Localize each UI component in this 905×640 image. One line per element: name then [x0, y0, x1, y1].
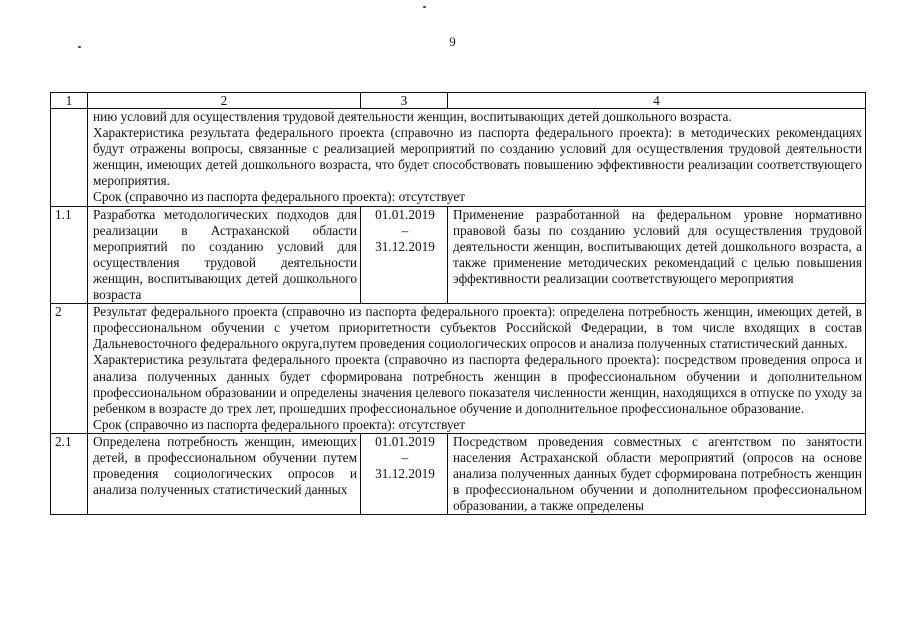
table-row-2 — [51, 304, 866, 434]
activity-result: Применение разработанной на федеральном уровне нормативно правовой базы по созданию условий для осуществления трудовой деятельности женщин, воспитывающих детей дошкольного возраста, а также применение методических рекомендаций с целью повышения эффективности реализации соответствующего мероприятия — [448, 206, 866, 304]
document-table — [50, 92, 866, 515]
project-result-block-2 — [88, 304, 866, 434]
activity-name: Определена потребность женщин, имеющих детей, в профессиональном обучении путем проведения социологических опросов и анализа полученных статистический данных — [88, 433, 361, 514]
row-number: 2 — [51, 304, 88, 434]
row-number: 2.1 — [51, 433, 88, 514]
activity-name: Разработка методологических подходов для реализации в Астраханской области мероприятий по созданию условий для осуществления трудовой деятельности женщин, воспитывающих детей дошкольного возраста — [88, 206, 361, 304]
table-header-row — [51, 93, 866, 109]
date-dash: – — [401, 222, 409, 238]
block-1-line-1: нию условий для осуществления трудовой деятельности женщин, воспитывающих детей дошкольного возраста. — [93, 109, 732, 124]
header-col-2: 2 — [88, 93, 361, 109]
block-1-characteristic: Характеристика результата федерального проекта (справочно из паспорта федерального проекта): в методических рекомендациях будут отражены вопросы, связанные с реализацией мероприятий по созданию условий для осуществления трудовой деятельности женщин, имеющих детей дошкольного возраста, что будет способствовать повышению эффективности реализации соответствующего мероприятия. — [93, 125, 862, 189]
activity-dates — [361, 433, 448, 514]
table-row-1-1 — [51, 206, 866, 304]
row-number: 1.1 — [51, 206, 88, 304]
page-number: 9 — [449, 34, 456, 49]
block-2-result: Результат федерального проекта (справочно из паспорта федерального проекта): определена потребность женщин, имеющих детей, в профессиональном обучении с учетом приоритетности субъектов Российской Федерации, в том числе входящих в состав Дальневосточного федерального округа,путем проведения социологических опросов и анализа полученных статистический данных. — [93, 304, 862, 352]
block-2-characteristic: Характеристика результата федерального проекта (справочно из паспорта федерального проекта): посредством проведения опроса и анализа полученных данных будет сформирована потребность женщин в профессиональном обучении и дополнительном профессиональном образовании и определены значения целевого показателя численности женщин, находящихся в отпуске по уходу за ребенком в возрасте до трех лет, прошедших профессиональное обучение и дополнительное профессиональное образование. — [93, 352, 862, 416]
activity-dates — [361, 206, 448, 304]
block-1-deadline: Срок (справочно из паспорта федерального проекта): отсутствует — [93, 189, 466, 205]
header-col-4: 4 — [448, 93, 866, 109]
header-col-1: 1 — [51, 93, 88, 109]
date-end: 31.12.2019 — [375, 238, 435, 254]
table-row-2-1 — [51, 433, 866, 514]
date-start: 01.01.2019 — [375, 433, 435, 449]
row-number-cell — [51, 109, 88, 207]
scan-speck — [78, 46, 81, 48]
header-col-3: 3 — [361, 93, 448, 109]
date-dash: – — [401, 449, 409, 465]
activity-result: Посредством проведения совместных с агентством по занятости населения Астраханской области мероприятий (опросов на основе анализа полученных данных будет сформирована потребность женщин в профессиональном обучении и дополнительном профессиональном образовании, а также определены — [448, 433, 866, 514]
date-start: 01.01.2019 — [375, 206, 435, 222]
block-2-deadline: Срок (справочно из паспорта федерального проекта): отсутствует — [93, 416, 466, 432]
date-end: 31.12.2019 — [375, 466, 435, 482]
table-row-block-1 — [51, 109, 866, 207]
scan-speck — [423, 6, 426, 8]
project-result-block-1 — [88, 109, 866, 207]
